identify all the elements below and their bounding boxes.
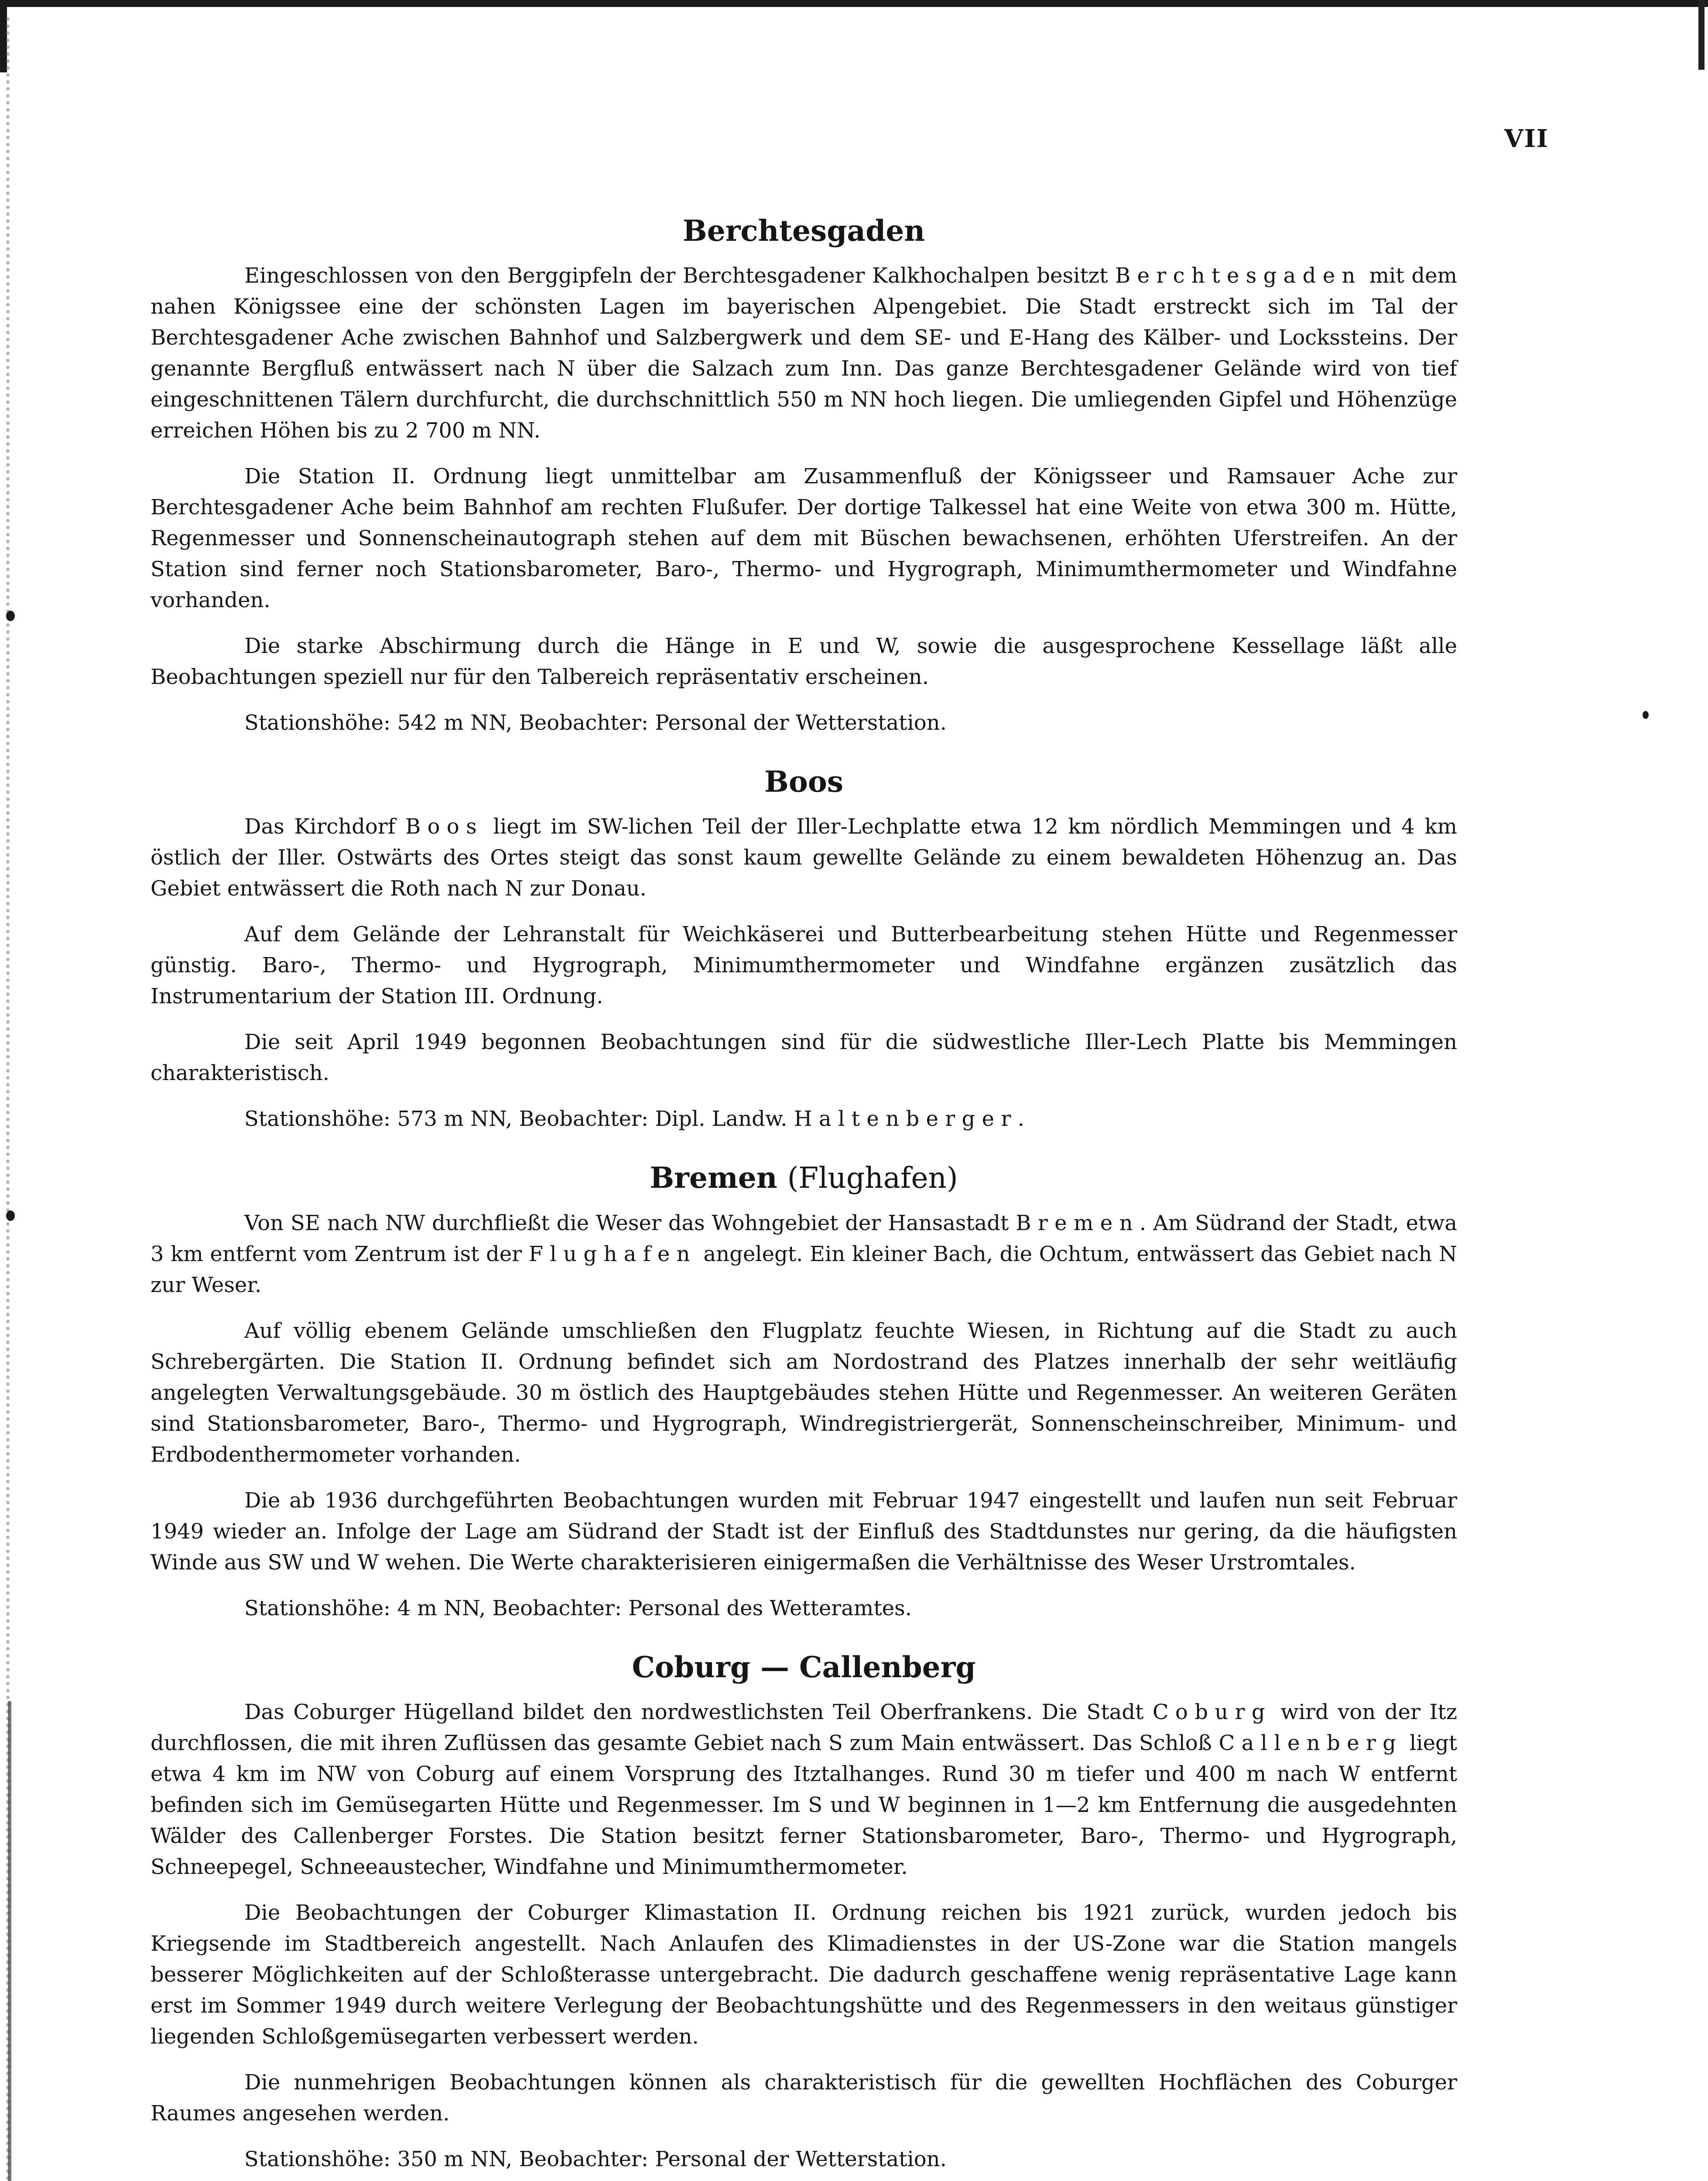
- paragraph: Auf dem Gelände der Lehranstalt für Weichkäserei und Butterbearbeitung stehen Hütte und Regenmesser günstig. Baro-, Thermo- und Hygrograph, Minimumthermometer und Windfahne ergänzen zusätzlich das Instrumentarium der Station III. Ordnung.: [151, 922, 1457, 1009]
- document-body: [151, 214, 1457, 2175]
- scan-hole-dot: [6, 1210, 15, 1221]
- paragraph: Die Station II. Ordnung liegt unmittelbar am Zusammenfluß der Königsseer und Ramsauer Ache zur Berchtesgadener Ache beim Bahnhof am rechten Flußufer. Der dortige Talkessel hat eine Weite von etwa 300 m. Hütte, Regenmesser und Sonnenscheinautograph stehen auf dem mit Büschen bewachsenen, erhöhten Uferstreifen. An der Station sind ferner noch Stationsbarometer, Baro-, Thermo- und Hygrograph, Minimumthermometer und Windfahne vorhanden.: [151, 464, 1457, 613]
- paragraph: Die starke Abschirmung durch die Hänge in E und W, sowie die ausgesprochene Kessellage läßt alle Beobachtungen speziell nur für den Talbereich repräsentativ erscheinen.: [151, 634, 1457, 690]
- paragraph: Eingeschlossen von den Berggipfeln der Berchtesgadener Kalkhochalpen besitzt Berchtesgaden mit dem nahen Königssee eine der schönsten Lagen im bayerischen Alpengebiet. Die Stadt erstreckt sich im Tal der Berchtesgadener Ache zwischen Bahnhof und Salzbergwerk und dem SE- und E-Hang des Kälber- und Lockssteins. Der genannte Bergfluß entwässert nach N über die Salzach zum Inn. Das ganze Berchtesgadener Gelände wird von tief eingeschnittenen Tälern durchfurcht, die durchschnittlich 550 m NN hoch liegen. Die umliegenden Gipfel und Höhenzüge erreichen Höhen bis zu 2 700 m NN.: [151, 263, 1457, 443]
- section-subtitle: (Flughafen): [787, 1161, 958, 1195]
- spaced-place-name: Callenberg: [1219, 1730, 1403, 1755]
- scan-hole-dot: [6, 611, 15, 621]
- scan-top-edge: [0, 0, 1708, 7]
- paragraph: Die ab 1936 durchgeführten Beobachtungen wurden mit Februar 1947 eingestellt und laufen nun seit Februar 1949 wieder an. Infolge der Lage am Südrand der Stadt ist der Einfluß des Stadtdunstes nur gering, da die häufigsten Winde aus SW und W wehen. Die Werte charakterisieren einigermaßen die Verhältnisse des Weser Urstromtales.: [151, 1488, 1457, 1575]
- spaced-place-name: Bremen: [1016, 1210, 1140, 1235]
- section-berchtesgaden: [151, 214, 1457, 738]
- station-info: Stationshöhe: 542 m NN, Beobachter: Personal der Wetterstation.: [244, 711, 947, 735]
- spaced-place-name: Flughafen: [528, 1241, 697, 1266]
- spaced-place-name: Berchtesgaden: [1115, 263, 1362, 288]
- station-info: Stationshöhe: 4 m NN, Beobachter: Personal des Wetteramtes.: [244, 1596, 912, 1620]
- spaced-place-name: Coburg: [1152, 1699, 1272, 1724]
- station-info: Stationshöhe: 573 m NN, Beobachter: Dipl. Landw. Haltenberger.: [244, 1107, 1024, 1132]
- spaced-observer-name: Haltenberger: [794, 1107, 1018, 1132]
- spaced-place-name: Boos: [405, 814, 484, 839]
- section-title: Coburg — Callenberg: [632, 1650, 976, 1684]
- paragraph: Auf völlig ebenem Gelände umschließen den Flugplatz feuchte Wiesen, in Richtung auf die Stadt zu auch Schrebergärten. Die Station II. Ordnung befindet sich am Nordostrand des Platzes innerhalb der sehr weitläufig angelegten Verwaltungsgebäude. 30 m östlich des Hauptgebäudes stehen Hütte und Regenmesser. An weiteren Geräten sind Stationsbarometer, Baro-, Thermo- und Hygrograph, Windregistriergerät, Sonnenscheinschreiber, Minimum- und Erdbodenthermometer vorhanden.: [151, 1318, 1457, 1467]
- paragraph: Die seit April 1949 begonnen Beobachtungen sind für die südwestliche Iller-Lech Platte bis Memmingen charakteristisch.: [151, 1030, 1457, 1086]
- scan-corner-mark: [0, 0, 38, 72]
- scan-speck-dot: [1643, 711, 1649, 719]
- section-bremen: [151, 1161, 1457, 1624]
- section-coburg-callenberg: [151, 1650, 1457, 2175]
- paragraph: Das Coburger Hügelland bildet den nordwestlichsten Teil Oberfrankens. Die Stadt Coburg wird von der Itz durchflossen, die mit ihren Zuflüssen das gesamte Gebiet nach S zum Main entwässert. Das Schloß Callenberg liegt etwa 4 km im NW von Coburg auf einem Vorsprung des Itztalhanges. Rund 30 m tiefer und 400 m nach W entfernt befinden sich im Gemüsegarten Hütte und Regenmesser. Im S und W beginnen in 1—2 km Entfernung die ausgedehnten Wälder des Callenberger Forstes. Die Station besitzt ferner Stationsbarometer, Baro-, Thermo- und Hygrograph, Schneepegel, Schneeaustecher, Windfahne und Minimumthermometer.: [151, 1699, 1458, 1879]
- page-number: VII: [1504, 124, 1549, 153]
- paragraph: Die Beobachtungen der Coburger Klimastation II. Ordnung reichen bis 1921 zurück, wurden jedoch bis Kriegsende im Stadtbereich angestellt. Nach Anlaufen des Klimadienstes in der US-Zone war die Station mangels besserer Möglichkeiten auf der Schloßterasse untergebracht. Die dadurch geschaffene wenig repräsentative Lage kann erst im Sommer 1949 durch weitere Verlegung der Beobachtungshütte und des Regenmessers in den weitaus günstiger liegenden Schloßgemüsegarten verbessert werden.: [151, 1900, 1457, 2049]
- scan-right-edge: [1698, 0, 1705, 70]
- paragraph: Das Kirchdorf Boos liegt im SW-lichen Teil der Iller-Lechplatte etwa 12 km nördlich Memmingen und 4 km östlich der Iller. Ostwärts des Ortes steigt das sonst kaum gewellte Gelände zu einem bewaldeten Höhenzug an. Das Gebiet entwässert die Roth nach N zur Donau.: [151, 814, 1457, 901]
- section-title: Berchtesgaden: [682, 214, 925, 248]
- section-title: Boos: [764, 765, 843, 799]
- paragraph: Die nunmehrigen Beobachtungen können als charakteristisch für die gewellten Hochflächen des Coburger Raumes angesehen werden.: [151, 2070, 1457, 2126]
- section-boos: [151, 765, 1457, 1135]
- scan-binding-edge: [8, 1701, 11, 2181]
- station-info: Stationshöhe: 350 m NN, Beobachter: Personal der Wetterstation.: [244, 2147, 947, 2171]
- section-title: Bremen (Flughafen): [650, 1161, 958, 1195]
- paragraph: Von SE nach NW durchfließt die Weser das Wohngebiet der Hansastadt Bremen. Am Südrand der Stadt, etwa 3 km entfernt vom Zentrum ist der Flughafen angelegt. Ein kleiner Bach, die Ochtum, entwässert das Gebiet nach N zur Weser.: [151, 1210, 1458, 1297]
